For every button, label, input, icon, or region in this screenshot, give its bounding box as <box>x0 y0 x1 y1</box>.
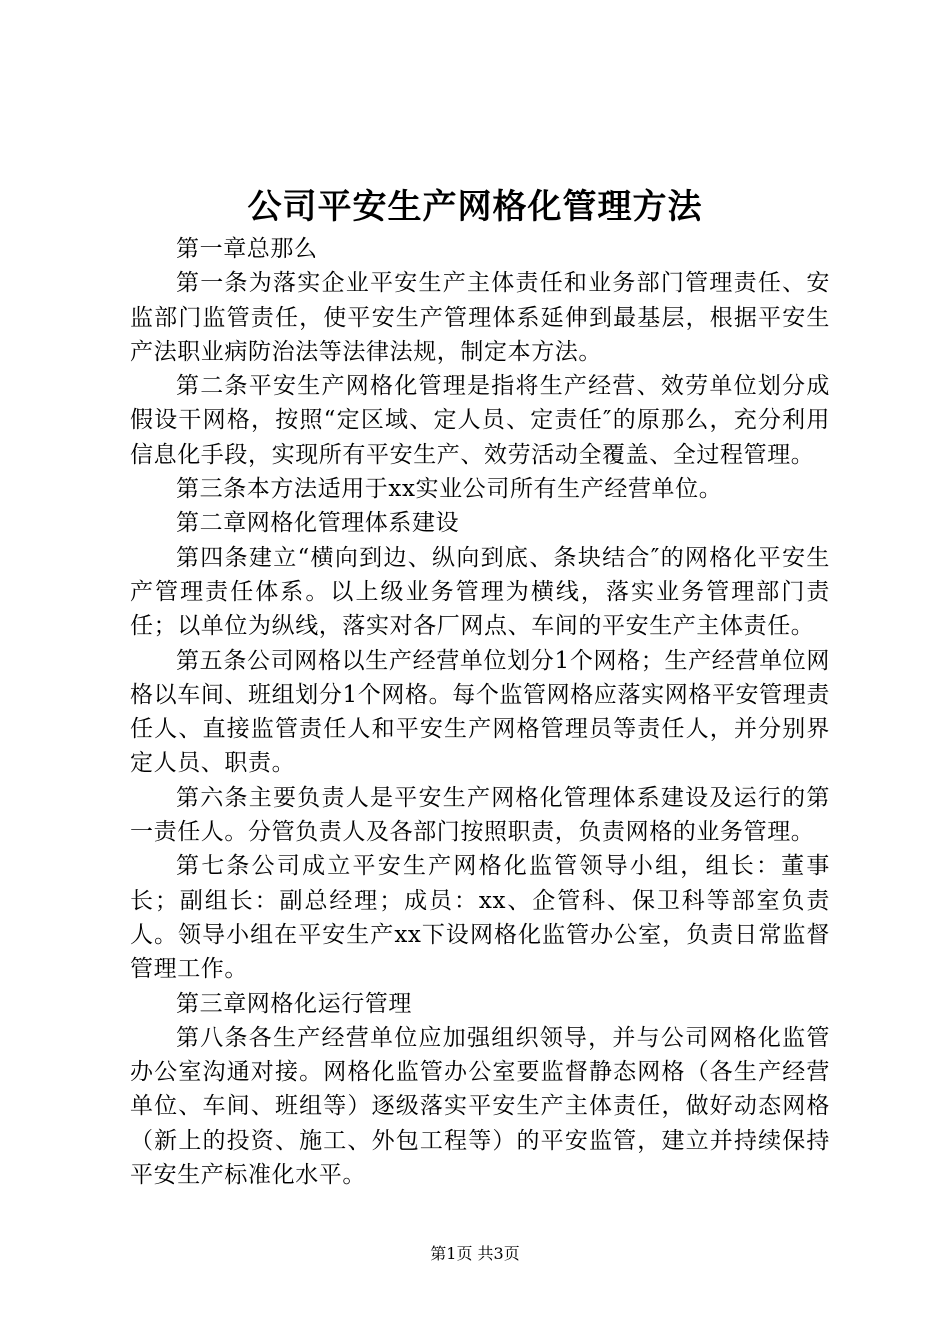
document-body <box>130 232 830 1192</box>
page-number: 第1页 共3页 <box>430 1244 520 1263</box>
page-footer <box>0 1243 950 1265</box>
chapter-heading: 第三章网格化运行管理 <box>176 990 412 1017</box>
chapter-heading: 第一章总那么 <box>176 236 318 262</box>
document-title: 公司平安生产网格化管理方法 <box>247 187 703 227</box>
article-paragraph: 第五条公司网格以生产经营单位划分1个网格；生产经营单位网格以车间、班组划分1个网格。每个监管网格应落实网格平安管理责任人、直接监管责任人和平安生产网格管理员等责任人，并分别界定人员、职责。 <box>130 647 830 777</box>
article-paragraph: 第七条公司成立平安生产网格化监管领导小组，组长：董事长；副组长：副总经理；成员：xx、企管科、保卫科等部室负责人。领导小组在平安生产xx下设网格化监管办公室，负责日常监督管理工作。 <box>130 853 830 983</box>
article-paragraph: 第八条各生产经营单位应加强组织领导，并与公司网格化监管办公室沟通对接。网格化监管办公室要监督静态网格（各生产经营单位、车间、班组等）逐级落实平安生产主体责任，做好动态网格（新上的投资、施工、外包工程等）的平安监管，建立并持续保持平安生产标准化水平。 <box>130 1024 830 1189</box>
article-paragraph: 第二条平安生产网格化管理是指将生产经营、效劳单位划分成假设干网格，按照“定区域、定人员、定责任″的原那么，充分利用信息化手段，实现所有平安生产、效劳活动全覆盖、全过程管理。 <box>130 373 830 468</box>
article-paragraph: 第四条建立“横向到边、纵向到底、条块结合″的网格化平安生产管理责任体系。以上级业务管理为横线，落实业务管理部门责任；以单位为纵线，落实对各厂网点、车间的平安生产主体责任。 <box>130 544 830 640</box>
article-paragraph: 第一条为落实企业平安生产主体责任和业务部门管理责任、安监部门监管责任，使平安生产管理体系延伸到最基层，根据平安生产法职业病防治法等法律法规，制定本方法。 <box>130 270 830 365</box>
chapter-heading: 第二章网格化管理体系建设 <box>176 510 460 537</box>
article-paragraph: 第三条本方法适用于xx实业公司所有生产经营单位。 <box>176 476 723 503</box>
article-paragraph: 第六条主要负责人是平安生产网格化管理体系建设及运行的第一责任人。分管负责人及各部门按照职责，负责网格的业务管理。 <box>130 784 830 846</box>
